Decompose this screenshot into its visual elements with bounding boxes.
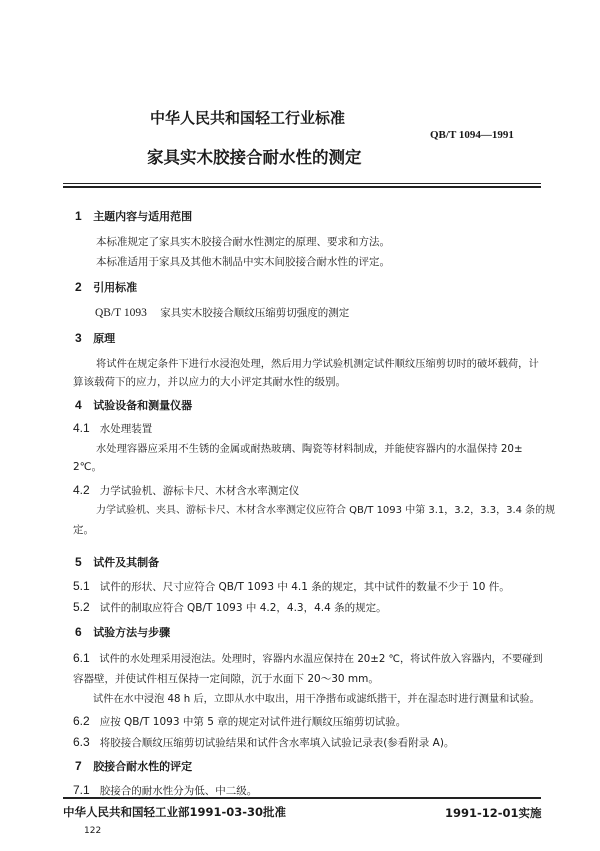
section-6-heading: 6 试验方法与步骤 bbox=[75, 625, 171, 639]
section-1-para-1: 本标准规定了家具实木胶接合耐水性测定的原理、要求和方法。 bbox=[96, 236, 390, 248]
section-3-heading: 3 原理 bbox=[75, 331, 116, 345]
page-number: 122 bbox=[84, 826, 102, 836]
section-6-2: 6.2 应按 QB/T 1093 中第 5 章的规定对试件进行顺纹压缩剪切试验。 bbox=[73, 714, 407, 728]
section-7-1: 7.1 胶接合的耐水性分为低、中二级。 bbox=[73, 783, 258, 797]
header-org-standard: 中华人民共和国轻工行业标准 bbox=[150, 109, 346, 127]
section-4-1-line-2: 2℃。 bbox=[73, 461, 102, 473]
section-6-1-line-2: 容器壁，并使试件相互保持一定间隙，沉于水面下 20～30 mm。 bbox=[73, 673, 379, 685]
section-6-1-line-3: 试件在水中浸泡 48 h 后，立即从水中取出，用干净揩布或滤纸揩干，并在湿态时进行测量和试验。 bbox=[93, 694, 540, 705]
section-7-heading: 7 胶接合耐水性的评定 bbox=[75, 759, 193, 773]
section-1-heading: 1 主题内容与适用范围 bbox=[75, 209, 193, 223]
footer-effective: 1991-12-01实施 bbox=[445, 806, 542, 820]
section-4-heading: 4 试验设备和测量仪器 bbox=[75, 398, 193, 412]
header-rule-bold bbox=[63, 186, 541, 188]
section-4-1-line-1: 水处理容器应采用不生锈的金属或耐热玻璃、陶瓷等材料制成，并能使容器内的水温保持 20± bbox=[96, 443, 523, 455]
section-3-line-1: 将试件在规定条件下进行水浸泡处理，然后用力学试验机测定试件顺纹压缩剪切时的破坏载荷，计 bbox=[96, 358, 539, 370]
section-4-1-heading: 4.1 水处理装置 bbox=[73, 421, 153, 435]
page-title: 家具实木胶接合耐水性的测定 bbox=[147, 148, 362, 167]
section-5-heading: 5 试件及其制备 bbox=[75, 555, 160, 569]
section-5-1: 5.1 试件的形状、尺寸应符合 QB/T 1093 中 4.1 条的规定，其中试件的数量不少于 10 件。 bbox=[73, 579, 510, 593]
section-4-2-line-2: 定。 bbox=[73, 524, 94, 536]
section-3-line-2: 算该载荷下的应力，并以应力的大小评定其耐水性的级别。 bbox=[73, 376, 346, 388]
header-standard-code: QB/T 1094—1991 bbox=[430, 129, 514, 141]
section-4-2-heading: 4.2 力学试验机、游标卡尺、木材含水率测定仪 bbox=[73, 483, 300, 497]
section-2-heading: 2 引用标准 bbox=[75, 280, 138, 294]
footer-approved: 中华人民共和国轻工业部1991-03-30批准 bbox=[63, 805, 287, 819]
section-1-para-2: 本标准适用于家具及其他木制品中实木间胶接合耐水性的评定。 bbox=[96, 256, 390, 268]
section-6-3: 6.3 将胶接合顺纹压缩剪切试验结果和试件含水率填入试验记录表(参看附录 A)。 bbox=[73, 735, 455, 749]
section-6-1-line-1: 6.1 试件的水处理采用浸泡法。处理时，容器内水温应保持在 20±2 ℃，将试件放入容器内，不要碰到 bbox=[73, 651, 543, 665]
header-rule bbox=[63, 183, 541, 184]
section-5-2: 5.2 试件的制取应符合 QB/T 1093 中 4.2，4.3，4.4 条的规定。 bbox=[73, 600, 387, 614]
footer-rule bbox=[63, 797, 541, 799]
section-4-2-line-1: 力学试验机、夹具、游标卡尺、木材含水率测定仪应符合 QB/T 1093 中第 3.1，3.2，3.3，3.4 条的规 bbox=[96, 505, 556, 516]
reference-standard: QB/T 1093 家具实木胶接合顺纹压缩剪切强度的测定 bbox=[95, 307, 350, 319]
